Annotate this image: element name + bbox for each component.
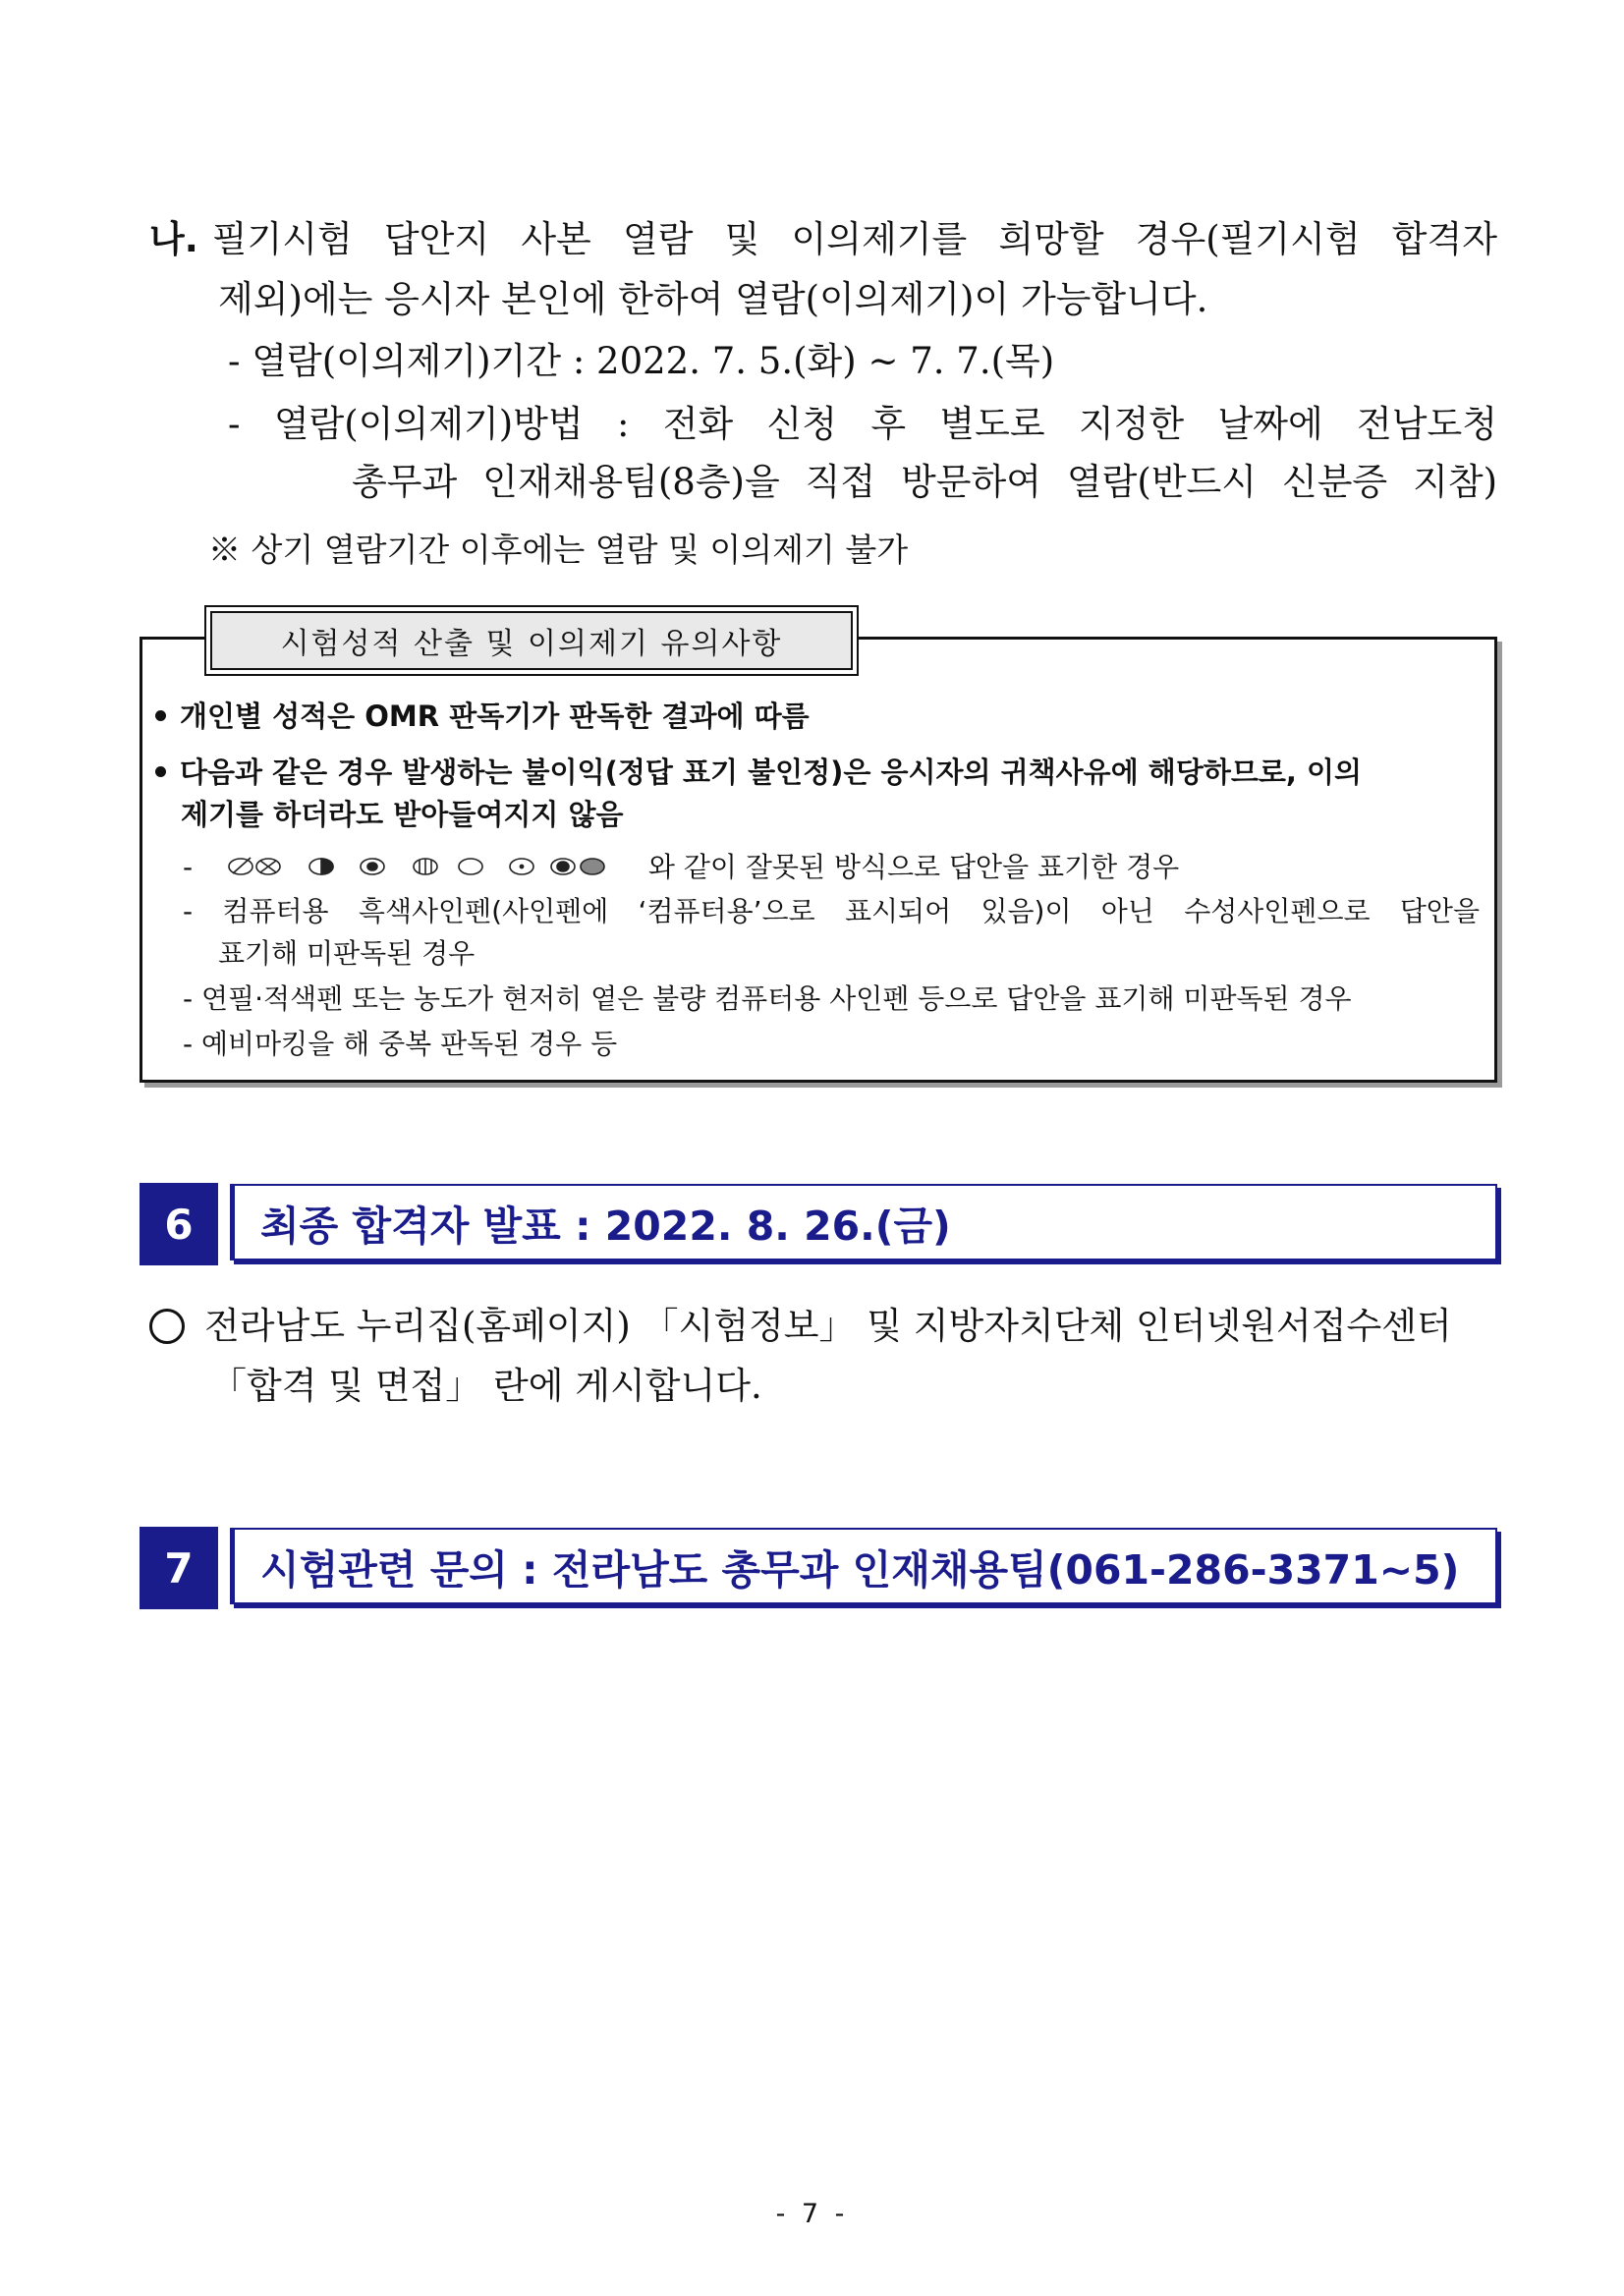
notice-dash-2: - 컴퓨터용 흑색사인펜(사인펜에 ‘컴퓨터용’으로 표시되어 있음)이 아닌 수성사인펜으로 답안을	[183, 895, 1480, 927]
na-text-1: 필기시험 답안지 사본 열람 및 이의제기를 희망할 경우(필기시험 합격자	[211, 218, 1497, 260]
bullet-icon	[155, 710, 166, 721]
section-6-line-1	[149, 1303, 1452, 1350]
notice-bullet-1-text: 개인별 성적은 OMR 판독기가 판독한 결과에 따름	[180, 700, 810, 733]
notice-dash-4: - 예비마킹을 해 중복 판독된 경우 등	[183, 1028, 618, 1060]
na-line-1	[149, 216, 1497, 263]
section-7-number: 7	[140, 1527, 218, 1609]
notice-dash-1-text: 와 같이 잘못된 방식으로 답안을 표기한 경우	[647, 851, 1180, 883]
na-method-1: - 열람(이의제기)방법 : 전화 신청 후 별도로 지정한 날짜에 전남도청	[228, 403, 1497, 445]
notice-bullet-2	[155, 752, 1480, 793]
wrong-marking-examples-icon	[223, 852, 628, 881]
na-note: ※ 상기 열람기간 이후에는 열람 및 이의제기 불가	[208, 531, 909, 569]
bullet-icon	[155, 766, 166, 777]
notice-dash-1	[183, 848, 1179, 887]
notice-dash-2-cont: 표기해 미판독된 경우	[218, 937, 476, 970]
na-lead: 나.	[149, 218, 198, 260]
na-line-2: 제외)에는 응시자 본인에 한하여 열람(이의제기)이 가능합니다.	[218, 278, 1208, 320]
section-6-line-2: 「합격 및 면접」 란에 게시합니다.	[210, 1365, 762, 1407]
circle-bullet-icon	[149, 1309, 185, 1344]
notice-bullet-1	[155, 696, 810, 737]
page-number: - 7 -	[775, 2199, 849, 2229]
section-6-number: 6	[140, 1183, 218, 1265]
notice-bullet-2-cont: 제기를 하더라도 받아들여지지 않음	[181, 798, 624, 831]
na-method-2: 총무과 인재채용팀(8층)을 직접 방문하여 열람(반드시 신분증 지참)	[352, 461, 1497, 503]
notice-bullet-2-text: 다음과 같은 경우 발생하는 불이익(정답 표기 불인정)은 응시자의 귀책사유에 해당하므로, 이의	[180, 756, 1363, 789]
section-6-line-1-text: 전라남도 누리집(홈페이지) 「시험정보」 및 지방자치단체 인터넷원서접수센터	[204, 1305, 1452, 1347]
dash-prefix: -	[183, 851, 194, 883]
na-period: - 열람(이의제기)기간 : 2022. 7. 5.(화) ~ 7. 7.(목)	[228, 340, 1055, 382]
notice-dash-3: - 연필·적색펜 또는 농도가 현저히 옅은 불량 컴퓨터용 사인펜 등으로 답안을 표기해 미판독된 경우	[183, 982, 1352, 1015]
notice-title: 시험성적 산출 및 이의제기 유의사항	[210, 611, 853, 670]
section-7-title: 시험관련 문의 : 전라남도 총무과 인재채용팀(061-286-3371~5)	[230, 1528, 1497, 1604]
section-6-title: 최종 합격자 발표 : 2022. 8. 26.(금)	[230, 1184, 1497, 1260]
